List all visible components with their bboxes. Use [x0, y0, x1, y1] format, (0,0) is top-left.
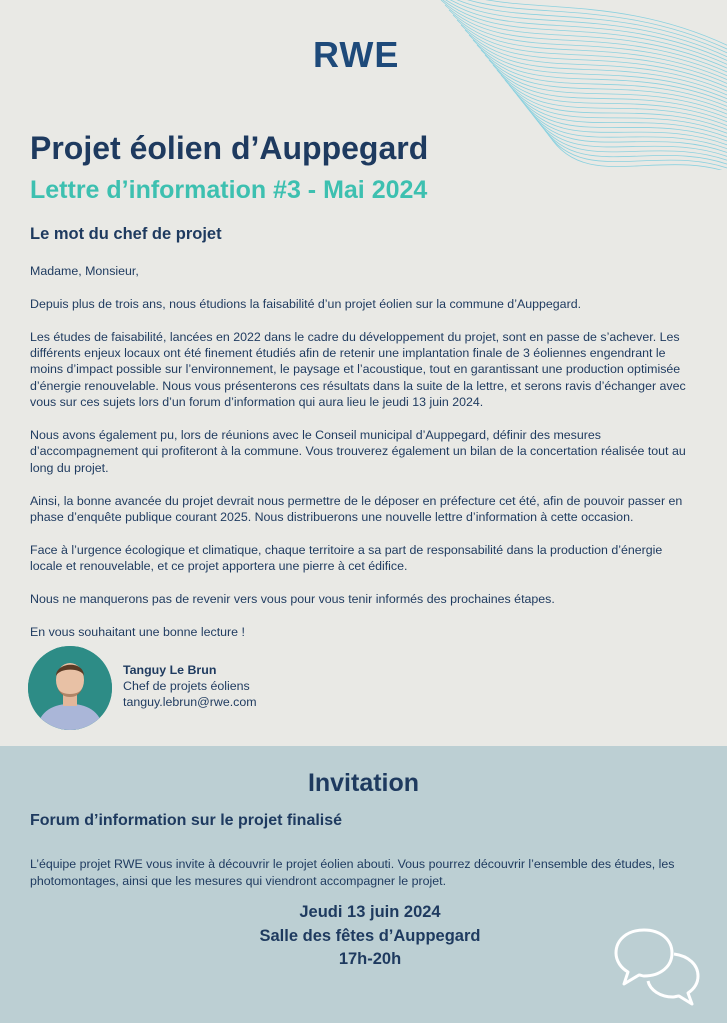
signature-name: Tanguy Le Brun — [123, 663, 217, 677]
wave-pattern-icon — [427, 0, 727, 170]
rwe-logo: RWE — [313, 34, 400, 75]
page-subtitle: Lettre d’information #3 - Mai 2024 — [30, 176, 428, 204]
letter-body — [30, 263, 698, 657]
letter-paragraph: Face à l’urgence écologique et climatique, chaque territoire a sa part de responsabilité dans la production d’énergie locale et renouvelable, et ce projet apportera une pierre à cet édifice. — [30, 542, 663, 574]
letter-paragraph: Nous ne manquerons pas de revenir vers vous pour vous tenir informés des prochaines étapes. — [30, 592, 555, 607]
signature-role: Chef de projets éoliens — [123, 679, 250, 693]
invitation-place: Salle des fêtes d’Auppegard — [259, 926, 481, 945]
letter-paragraph: Madame, Monsieur, — [30, 264, 139, 278]
invitation-subtitle: Forum d’information sur le projet finalisé — [30, 812, 343, 829]
avatar — [28, 646, 112, 730]
invitation-time: 17h-20h — [338, 950, 402, 968]
signature-block — [28, 646, 428, 730]
letter-paragraph: Depuis plus de trois ans, nous étudions la faisabilité d’un projet éolien sur la commune d’Auppegard. — [30, 296, 582, 311]
invitation-section — [0, 746, 727, 1023]
letter-paragraph: Ainsi, la bonne avancée du projet devrait nous permettre de le déposer en préfecture cet été, afin de pouvoir passer en phase d’enquête publique courant 2025. Nous distribuerons une nouvelle lettre d’information à cette occasion. — [30, 493, 683, 525]
chat-bubbles-icon — [612, 926, 702, 1011]
invitation-body: L’équipe projet RWE vous invite à découvrir le projet éolien abouti. Vous pourrez découvrir l’ensemble des études, les photomontages, ainsi que les mesures qui viendront accompagner le projet. — [30, 857, 675, 888]
section-heading: Le mot du chef de projet — [30, 225, 222, 243]
signature-email[interactable]: tanguy.lebrun@rwe.com — [123, 695, 257, 709]
letter-paragraph: Les études de faisabilité, lancées en 2022 dans le cadre du développement du projet, sont en passe de s’achever. Les différents enjeux locaux ont été finement étudiés afin de retenir une implantation finale de 3 éoliennes engendrant le moins d’impact possible sur l’environnement, le paysage et l’acoustique, tout en garantissant une production optimisée d’énergie renouvelable. Nous vous présenterons ces résultats dans la suite de la lettre, et serons ravis d’échanger avec vous sur ces sujets lors d’un forum d’information qui aura lieu le jeudi 13 juin 2024. — [30, 329, 686, 410]
signature-text — [123, 662, 257, 710]
page-title: Projet éolien d’Auppegard — [30, 130, 429, 166]
invitation-title: Invitation — [307, 769, 420, 797]
letter-paragraph: Nous avons également pu, lors de réunions avec le Conseil municipal d’Auppegard, définir des mesures d’accompagnement qui profiteront à la commune. Vous trouverez également un bilan de la concertation réalisée tout au long du projet. — [30, 428, 686, 475]
letter-paragraph: En vous souhaitant une bonne lecture ! — [30, 624, 245, 639]
invitation-date: Jeudi 13 juin 2024 — [299, 903, 441, 921]
